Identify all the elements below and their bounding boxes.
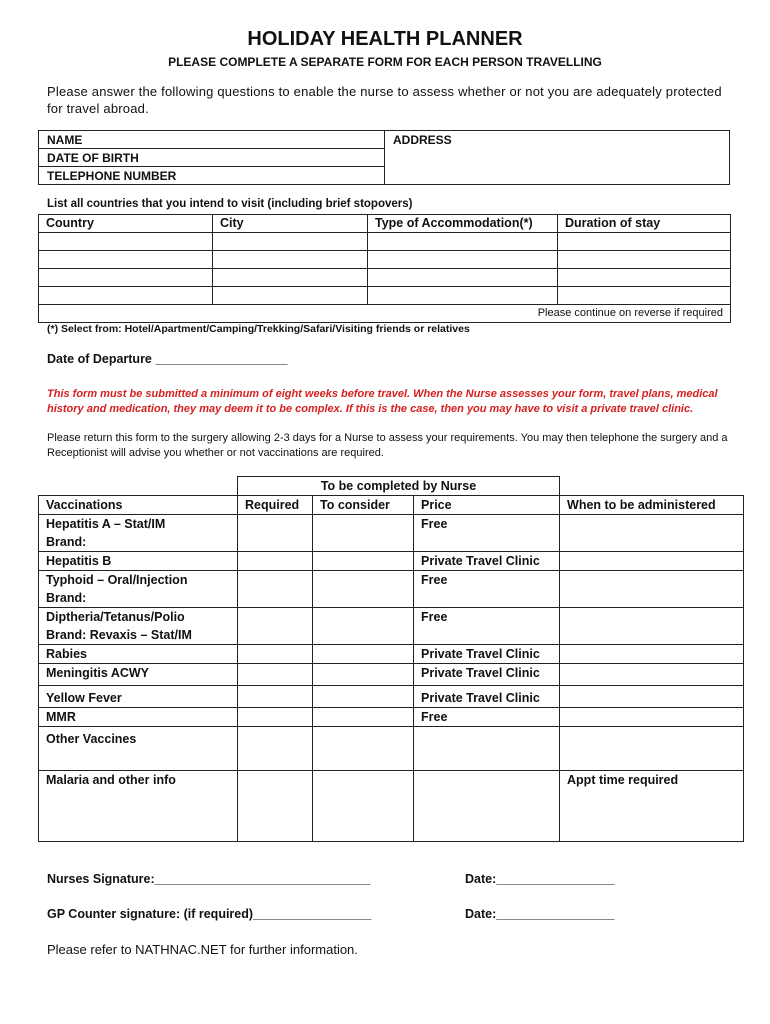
continue-note: Please continue on reverse if required	[39, 305, 731, 323]
duration-column-header: Duration of stay	[558, 215, 731, 233]
personal-details-box	[38, 130, 730, 185]
required-cell[interactable]	[238, 515, 313, 552]
duration-cell[interactable]	[558, 251, 731, 269]
accommodation-cell[interactable]	[368, 233, 558, 251]
table-row	[39, 664, 744, 686]
to-consider-cell[interactable]	[313, 645, 414, 664]
price-cell: Private Travel Clinic	[414, 686, 560, 708]
country-cell[interactable]	[39, 251, 213, 269]
form-title: HOLIDAY HEALTH PLANNER	[247, 28, 523, 50]
other-vaccines-row	[39, 727, 744, 771]
price-cell: Free	[414, 515, 560, 552]
price-cell: Free	[414, 708, 560, 727]
table-row	[39, 645, 744, 664]
vaccine-name: Yellow Fever	[39, 686, 238, 708]
table-row	[39, 515, 744, 552]
departure-date-field[interactable]: Date of Departure ___________________	[47, 352, 288, 366]
vaccinations-column-header: Vaccinations	[39, 496, 238, 515]
vaccine-name: Rabies	[39, 645, 238, 664]
price-cell: Free	[414, 608, 560, 645]
other-vaccines-label: Other Vaccines	[39, 727, 238, 771]
malaria-label: Malaria and other info	[39, 771, 238, 842]
city-cell[interactable]	[213, 251, 368, 269]
vaccinations-table	[38, 476, 744, 842]
price-cell: Private Travel Clinic	[414, 645, 560, 664]
countries-table	[38, 214, 731, 323]
required-cell[interactable]	[238, 608, 313, 645]
price-cell[interactable]	[414, 771, 560, 842]
table-row	[39, 571, 744, 608]
when-cell[interactable]	[560, 552, 744, 571]
table-row	[39, 686, 744, 708]
when-cell[interactable]	[560, 645, 744, 664]
accommodation-select-note: (*) Select from: Hotel/Apartment/Camping/Trekking/Safari/Visiting friends or relatives	[47, 323, 470, 335]
table-row	[39, 552, 744, 571]
to-consider-cell[interactable]	[313, 552, 414, 571]
nurse-date-field[interactable]: Date:_________________	[465, 872, 615, 886]
continue-note-row	[39, 305, 731, 323]
malaria-row	[39, 771, 744, 842]
vaccine-label: Typhoid – Oral/Injection	[46, 573, 188, 587]
required-column-header: Required	[238, 496, 313, 515]
country-cell[interactable]	[39, 233, 213, 251]
when-cell[interactable]	[560, 608, 744, 645]
to-consider-cell[interactable]	[313, 515, 414, 552]
duration-cell[interactable]	[558, 287, 731, 305]
gp-date-field[interactable]: Date:_________________	[465, 907, 615, 921]
vaccine-name	[39, 571, 238, 608]
vaccine-name: Meningitis ACWY	[39, 664, 238, 686]
when-cell[interactable]	[560, 708, 744, 727]
vaccine-name: MMR	[39, 708, 238, 727]
telephone-field[interactable]: TELEPHONE NUMBER	[47, 169, 177, 183]
form-subtitle: PLEASE COMPLETE A SEPARATE FORM FOR EACH PERSON TRAVELLING	[168, 55, 602, 69]
dob-field[interactable]: DATE OF BIRTH	[39, 149, 384, 167]
table-row	[39, 287, 731, 305]
gp-signature-field[interactable]: GP Counter signature: (if required)_________________	[47, 907, 372, 921]
price-column-header: Price	[414, 496, 560, 515]
brand-label: Brand:	[46, 535, 87, 549]
when-cell[interactable]	[560, 727, 744, 771]
nurse-section-header: To be completed by Nurse	[320, 479, 477, 493]
duration-cell[interactable]	[558, 233, 731, 251]
table-row	[39, 251, 731, 269]
to-consider-cell[interactable]	[313, 686, 414, 708]
countries-header-row	[39, 215, 731, 233]
accommodation-cell[interactable]	[368, 251, 558, 269]
name-field[interactable]: NAME	[39, 131, 384, 149]
required-cell[interactable]	[238, 552, 313, 571]
when-cell[interactable]	[560, 686, 744, 708]
appt-time-label: Appt time required	[560, 771, 744, 842]
to-consider-cell[interactable]	[313, 608, 414, 645]
city-cell[interactable]	[213, 233, 368, 251]
vaccine-label: Diptheria/Tetanus/Polio	[46, 610, 185, 624]
city-column-header: City	[213, 215, 368, 233]
intro-text: Please answer the following questions to enable the nurse to assess whether or not you are adequately protected for travel abroad.	[47, 84, 722, 116]
duration-cell[interactable]	[558, 269, 731, 287]
table-row	[39, 269, 731, 287]
price-cell: Private Travel Clinic	[414, 552, 560, 571]
vaccine-name	[39, 515, 238, 552]
country-column-header: Country	[39, 215, 213, 233]
nurse-header-row	[39, 477, 744, 496]
to-consider-cell[interactable]	[313, 771, 414, 842]
vaccine-label: Hepatitis A – Stat/IM	[46, 517, 166, 531]
nurse-signature-field[interactable]: Nurses Signature:_______________________________	[47, 872, 371, 886]
table-row	[39, 608, 744, 645]
when-cell[interactable]	[560, 515, 744, 552]
price-cell[interactable]	[414, 727, 560, 771]
table-row	[39, 708, 744, 727]
table-row	[39, 233, 731, 251]
city-cell[interactable]	[213, 269, 368, 287]
brand-label: Brand: Revaxis – Stat/IM	[46, 628, 192, 642]
vaccine-name	[39, 608, 238, 645]
to-consider-cell[interactable]	[313, 708, 414, 727]
required-cell[interactable]	[238, 571, 313, 608]
brand-label: Brand:	[46, 591, 87, 605]
when-cell[interactable]	[560, 664, 744, 686]
submission-warning: This form must be submitted a minimum of eight weeks before travel. When the Nurse assesses your form, travel plans, medical history and medication, they may deem it to be complex. If this is the case, then you may have to visit a private travel clinic.	[47, 388, 718, 415]
accommodation-cell[interactable]	[368, 287, 558, 305]
footer-note: Please refer to NATHNAC.NET for further information.	[47, 942, 358, 957]
to-consider-cell[interactable]	[313, 664, 414, 686]
country-cell[interactable]	[39, 287, 213, 305]
required-cell[interactable]	[238, 708, 313, 727]
to-consider-cell[interactable]	[313, 571, 414, 608]
required-cell[interactable]	[238, 664, 313, 686]
to-consider-column-header: To consider	[313, 496, 414, 515]
accommodation-column-header: Type of Accommodation(*)	[368, 215, 558, 233]
personal-details-left	[39, 131, 385, 184]
to-consider-cell[interactable]	[313, 727, 414, 771]
required-cell[interactable]	[238, 645, 313, 664]
address-field[interactable]: ADDRESS	[393, 133, 452, 147]
required-cell[interactable]	[238, 686, 313, 708]
accommodation-cell[interactable]	[368, 269, 558, 287]
city-cell[interactable]	[213, 287, 368, 305]
price-cell: Free	[414, 571, 560, 608]
required-cell[interactable]	[238, 727, 313, 771]
country-cell[interactable]	[39, 269, 213, 287]
vaccine-name: Hepatitis B	[39, 552, 238, 571]
required-cell[interactable]	[238, 771, 313, 842]
price-cell: Private Travel Clinic	[414, 664, 560, 686]
when-administered-column-header: When to be administered	[560, 496, 744, 515]
return-note: Please return this form to the surgery allowing 2-3 days for a Nurse to assess your requirements. You may then telephone the surgery and a Receptionist will advise you whether or not vaccinations are required.	[47, 432, 728, 459]
vaccinations-header-row	[39, 496, 744, 515]
countries-title: List all countries that you intend to visit (including brief stopovers)	[47, 198, 413, 210]
when-cell[interactable]	[560, 571, 744, 608]
